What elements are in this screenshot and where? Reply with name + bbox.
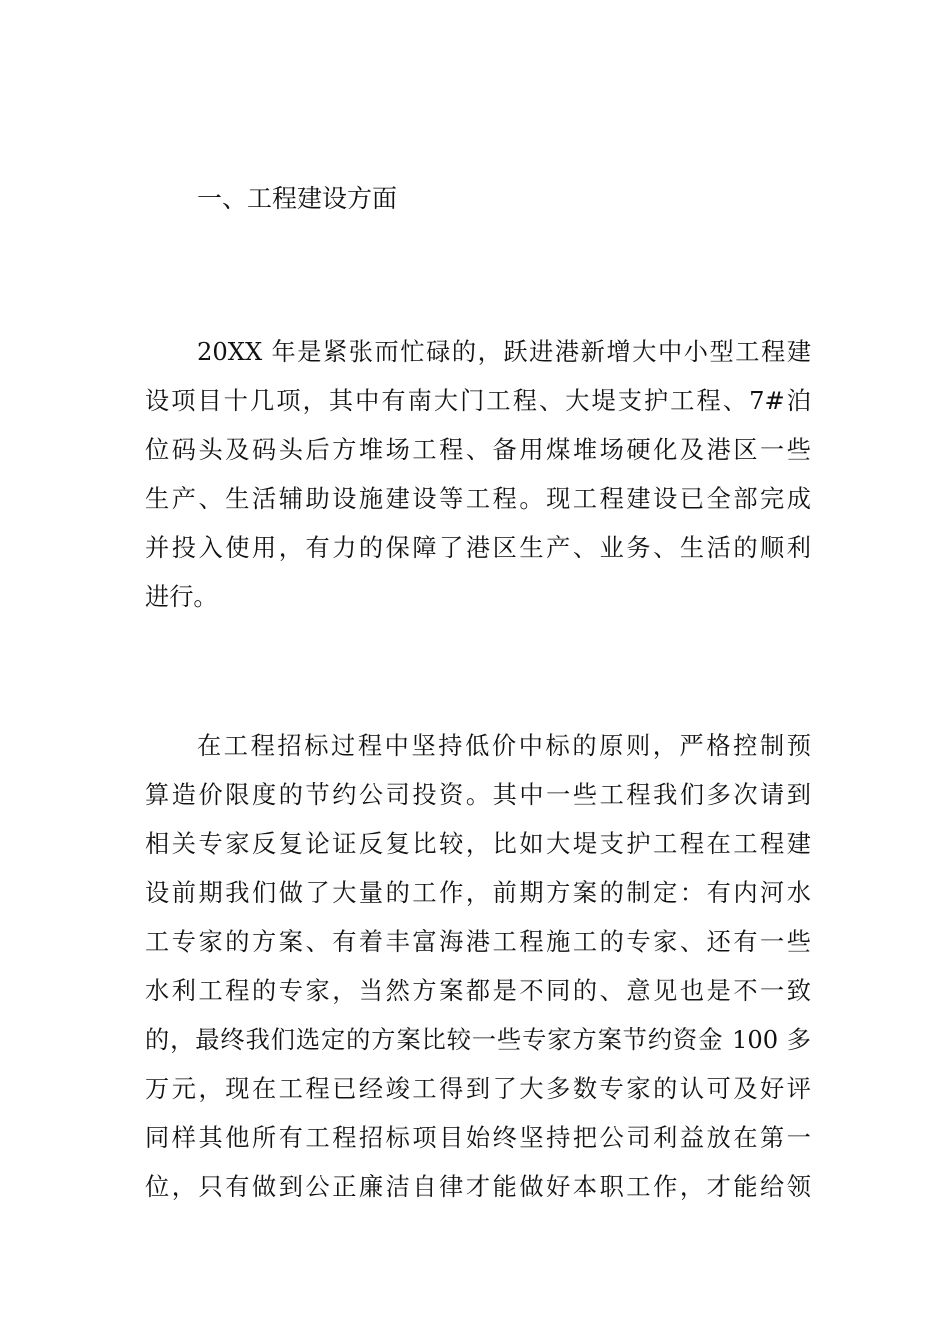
paragraph-line: 算造价限度的节约公司投资。其中一些工程我们多次请到 (145, 781, 811, 809)
paragraph-line: 工专家的方案、有着丰富海港工程施工的专家、还有一些 (145, 928, 811, 956)
paragraph-line: 相关专家反复论证反复比较，比如大堤支护工程在工程建 (145, 830, 811, 858)
paragraph-line: 万元，现在工程已经竣工得到了大多数专家的认可及好评 (145, 1075, 811, 1103)
paragraph-line: 位，只有做到公正廉洁自律才能做好本职工作，才能给领 (145, 1173, 811, 1201)
section-heading: 一、工程建设方面 (197, 184, 398, 213)
paragraph-line: 生产、生活辅助设施建设等工程。现工程建设已全部完成 (145, 485, 811, 513)
paragraph-project-overview (145, 328, 811, 622)
paragraph-bidding-process (145, 722, 811, 1212)
paragraph-line: 水利工程的专家，当然方案都是不同的、意见也是不一致 (145, 977, 811, 1005)
paragraph-line: 同样其他所有工程招标项目始终坚持把公司利益放在第一 (145, 1124, 811, 1152)
paragraph-line: 20XX 年是紧张而忙碌的，跃进港新增大中小型工程建 (197, 338, 811, 366)
paragraph-line: 位码头及码头后方堆场工程、备用煤堆场硬化及港区一些 (145, 436, 811, 464)
paragraph-line: 设前期我们做了大量的工作，前期方案的制定：有内河水 (145, 879, 811, 907)
paragraph-line: 进行。 (145, 583, 218, 611)
paragraph-line: 在工程招标过程中坚持低价中标的原则，严格控制预 (197, 732, 811, 760)
paragraph-line: 设项目十几项，其中有南大门工程、大堤支护工程、7#泊 (145, 387, 811, 415)
paragraph-line: 并投入使用，有力的保障了港区生产、业务、生活的顺利 (145, 534, 811, 562)
paragraph-line: 的，最终我们选定的方案比较一些专家方案节约资金 100 多 (145, 1026, 811, 1054)
